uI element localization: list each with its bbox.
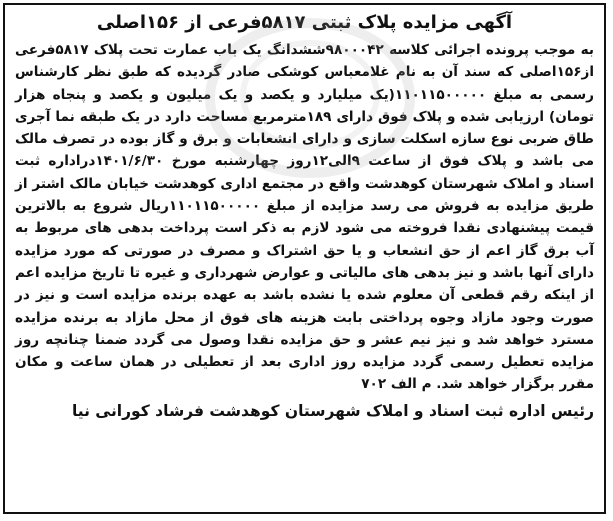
notice-title: آگهی مزایده پلاک ثبتی ۵۸۱۷فرعی از ۱۵۶اصلی	[96, 12, 513, 33]
notice-signature: رئیس اداره ثبت اسناد و املاک شهرستان کوهدشت فرشاد کورانی نیا	[71, 401, 594, 420]
notice-body: به موجب پرونده اجرائی کلاسه ۹۸۰۰۰۴۲ششدانگ یک باب عمارت تحت پلاک ۵۸۱۷فرعی از۱۵۶اصلی که سند آن به نام غلامعباس کوشکی صادر گردیده که طبق نظر کارشناس رسمی به مبلغ ۱۱۰۱۱۵۰۰۰۰۰(یک میلیارد و یکصد و یک میلیون و یکصد و پنجاه هزار تومان) ارزیابی شده و پلاک فوق دارای ۱۸۹مترمربع مساحت دارد در یک طبقه نما آجری طاق ضربی نوع سازه اسکلت سازی و دارای انشعابات و برق و گاز بوده در تصرف مالک می باشد و پلاک فوق از ساعت ۹الی۱۲روز چهارشنبه مورخ ۱۴۰۱/۶/۳۰دراداره ثبت اسناد و املاک شهرستان کوهدشت واقع در مجتمع اداری کوهدشت خیابان مالک اشتر از طریق مزایده به فروش می رسد مزایده از مبلغ ۱۱۰۱۱۵۰۰۰۰۰ریال شروع به بالاترین قیمت پیشنهادی نقدا فروخته می شود لازم به ذکر است پرداخت بدهی های مربوط به آب برق گاز اعم از حق انشعاب و یا حق اشتراک و مصرف در صورتی که مورد مزایده دارای آنها باشد و نیز بدهی های مالیاتی و عوارض شهرداری و غیره تا تاریخ مزایده اعم از اینکه رقم قطعی آن معلوم شده یا نشده باشد به عهده برنده مزایده است و نیز در صورت وجود مازاد وجوه پرداختی بابت هزینه های فوق از محل مازاد به برنده مزایده مسترد خواهد شد و نیز نیم عشر و حق مزایده نقدا وصول می گردد ضمنا چنانچه روز مزایده تعطیل رسمی گردد مزایده روز اداری بعد از تعطیلی در همان ساعت و مکان مقرر برگزار خواهد شد. م الف ۷۰۲	[15, 42, 594, 393]
auction-notice	[3, 3, 606, 514]
